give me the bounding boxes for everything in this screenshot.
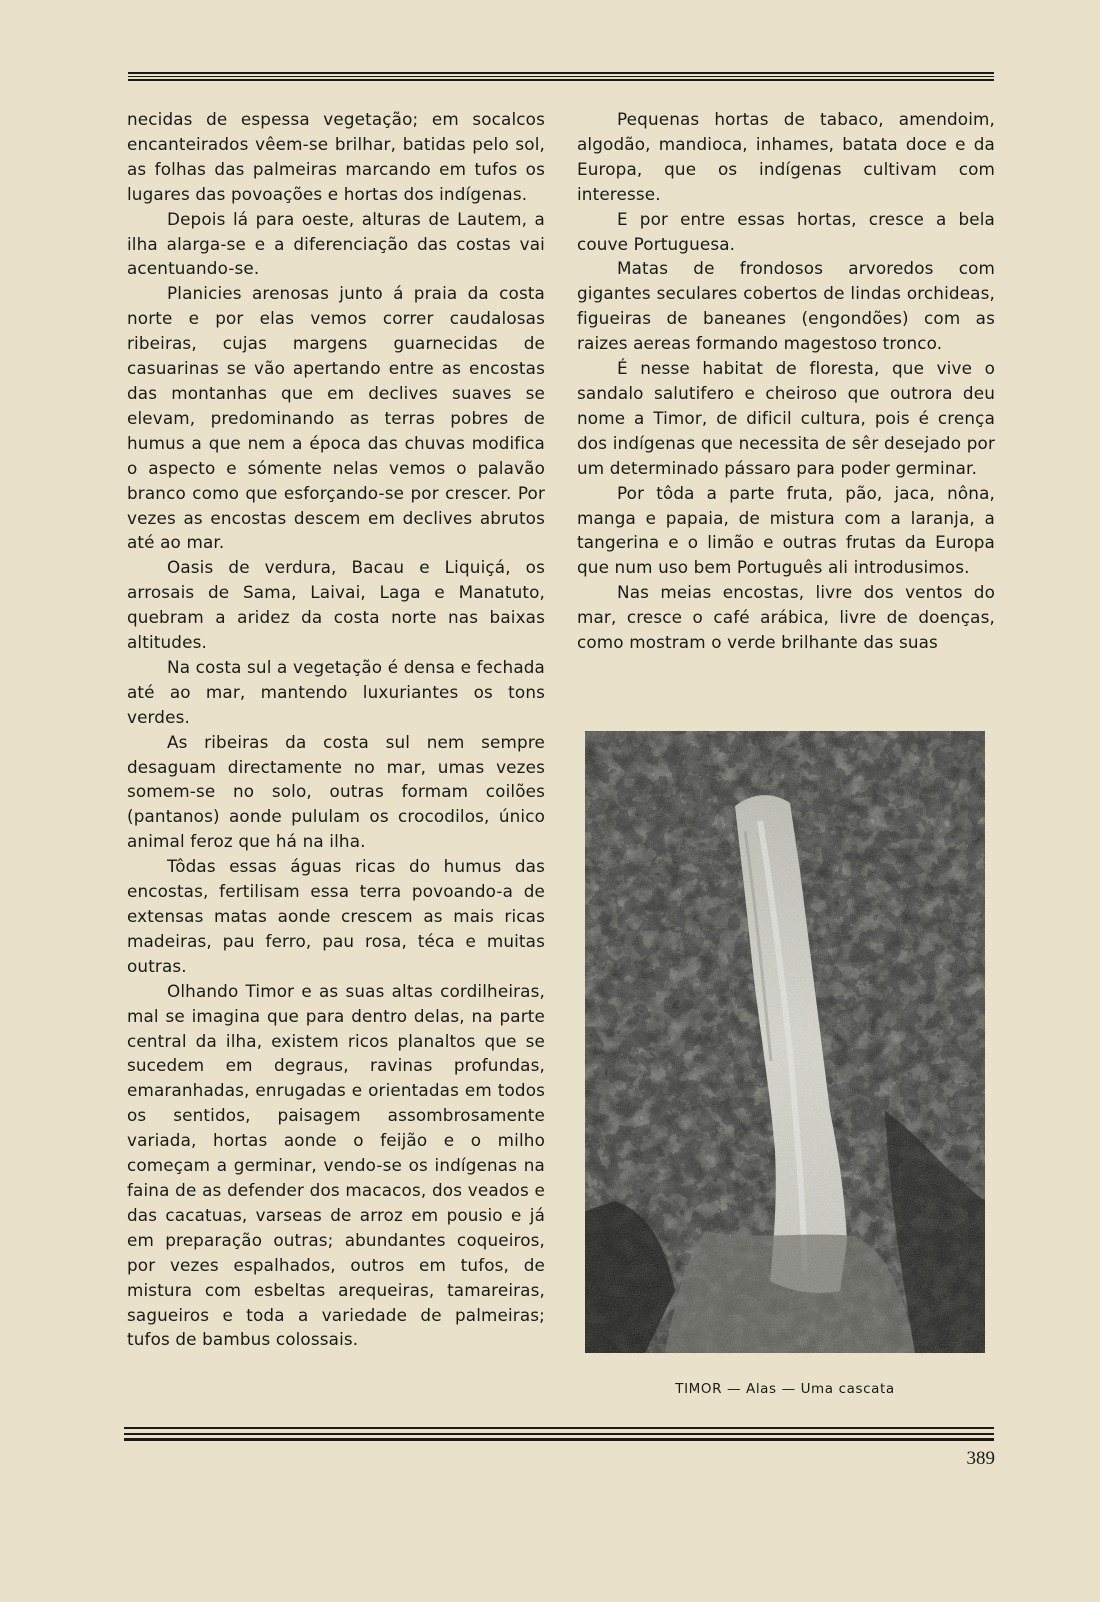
- paragraph: Nas meias encostas, livre dos ventos do mar, cresce o café arábica, livre de doenças, como mostram o verde brilhante das suas: [577, 582, 995, 653]
- paragraph: Olhando Timor e as suas altas cordilheiras, mal se imagina que para dentro delas, na parte central da ilha, existem ricos planaltos que se sucedem em degraus, ravinas profundas, emaranhadas, enrugadas e orientadas em todos os sentidos, paisagem assombrosamente variada, hortas aonde o feijão e o milho começam a germinar, vendo-se os indígenas na faina de as defender dos macacos, dos veados e das cacatuas, varseas de arroz em pousio e já em preparação outras; abundantes coqueiros, por vezes espalhados, outros em tufos, de mistura com esbeltas arequeiras, tamareiras, sagueiros e toda a variedade de palmeiras; tufos de bambus colossais.: [127, 980, 545, 1350]
- paragraph: Depois lá para oeste, alturas de Lautem, a ilha alarga-se e a diferenciação das costas vai acentuando-se.: [127, 208, 545, 279]
- paragraph: As ribeiras da costa sul nem sempre desaguam directamente no mar, umas vezes somem-se no solo, outras formam coilões (pantanos) aonde pululam os crocodilos, único animal feroz que há na ilha.: [127, 731, 545, 852]
- bottom-double-rule: [124, 1427, 994, 1441]
- top-double-rule: [128, 72, 994, 81]
- photo-caption: TIMOR — Alas — Uma cascata: [675, 1381, 895, 1397]
- left-column: [127, 107, 545, 1352]
- waterfall-photo: [585, 731, 985, 1353]
- paragraph: Na costa sul a vegetação é densa e fechada até ao mar, mantendo luxuriantes os tons verdes.: [127, 656, 545, 727]
- right-column: [577, 107, 995, 655]
- paragraph: Por tôda a parte fruta, pão, jaca, nôna, manga e papaia, de mistura com a laranja, a tangerina e o limão e outras frutas da Europa que num uso bem Português ali introdusimos.: [577, 482, 995, 578]
- paragraph: É nesse habitat de floresta, que vive o sandalo salutifero e cheiroso que outrora deu nome a Timor, de dificil cultura, pois é crença dos indígenas que necessita de sêr desejado por um determinado pássaro para poder germinar.: [577, 358, 995, 478]
- paragraph: Oasis de verdura, Bacau e Liquiçá, os arrosais de Sama, Laivai, Laga e Manatuto, quebram a aridez da costa norte nas baixas altitudes.: [127, 557, 545, 653]
- paragraph: necidas de espessa vegetação; em socalcos encanteirados vêem-se brilhar, batidas pelo sol, as folhas das palmeiras marcando em tufos os lugares das povoações e hortas dos indígenas.: [127, 109, 545, 204]
- paragraph: Tôdas essas águas ricas do humus das encostas, fertilisam essa terra povoando-a de extensas matas aonde crescem as mais ricas madeiras, pau ferro, pau rosa, téca e muitas outras.: [127, 856, 545, 976]
- paragraph: Planicies arenosas junto á praia da costa norte e por elas vemos correr caudalosas ribeiras, cujas margens guarnecidas de casuarinas se vão apertando entre as encostas das montanhas que em declives suaves se elevam, predominando as terras pobres de humus a que nem a época das chuvas modifica o aspecto e sómente nelas vemos o palavão branco como que esforçando-se por crescer. Por vezes as encostas descem em declives abrutos até ao mar.: [127, 283, 545, 553]
- paragraph: Matas de frondosos arvoredos com gigantes seculares cobertos de lindas orchideas, figueiras de baneanes (engondões) com as raizes aereas formando magestoso tronco.: [577, 258, 995, 354]
- page-number: 389: [966, 1448, 995, 1469]
- paragraph: Pequenas hortas de tabaco, amendoim, algodão, mandioca, inhames, batata doce e da Europa, que os indígenas cultivam com interesse.: [577, 109, 995, 204]
- paragraph: E por entre essas hortas, cresce a bela couve Portuguesa.: [577, 208, 995, 254]
